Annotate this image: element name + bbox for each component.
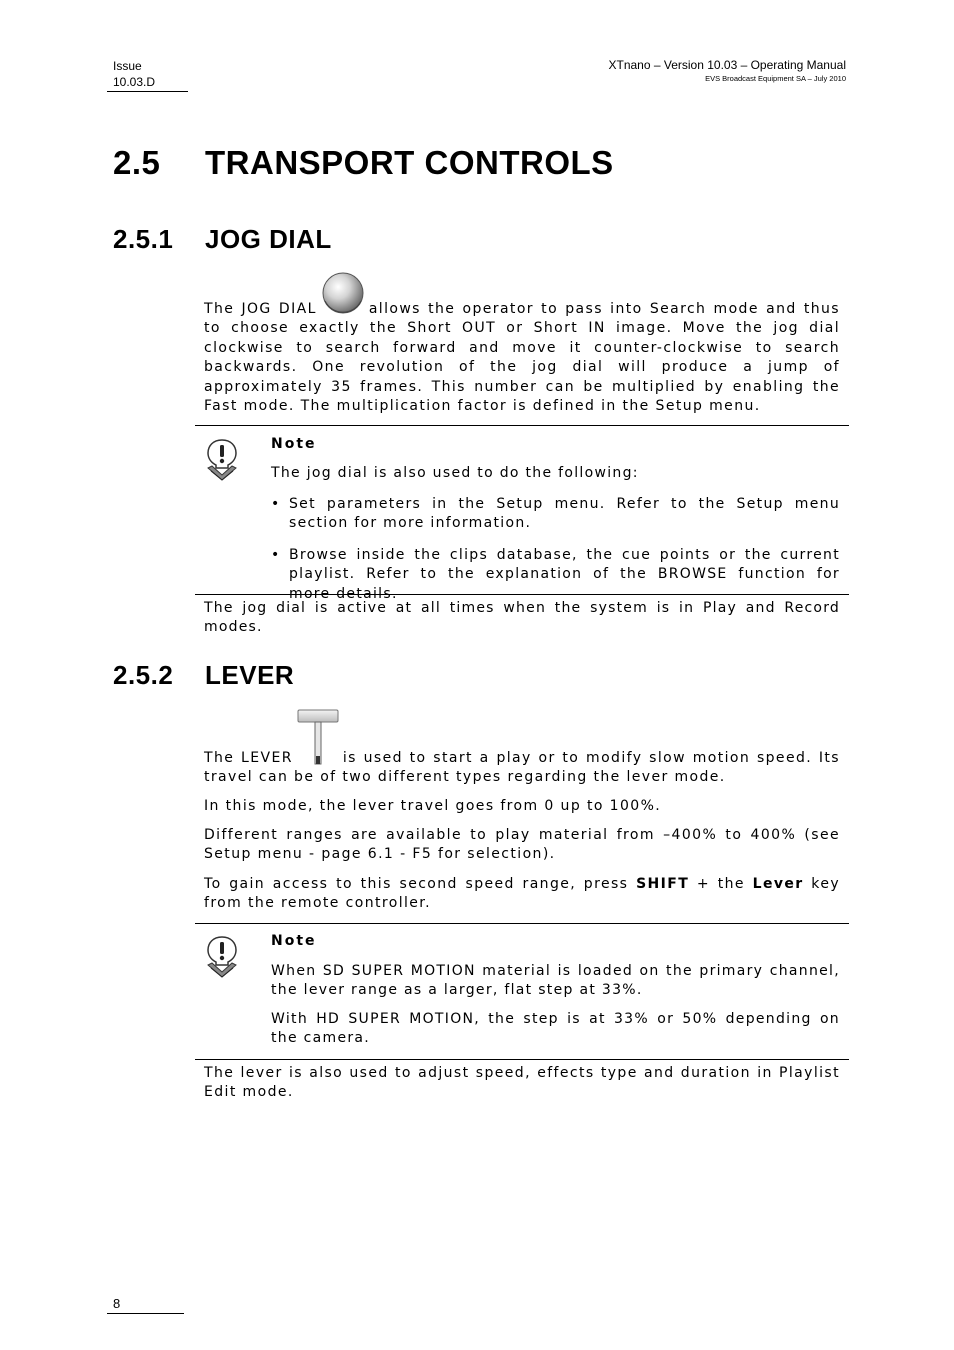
header-title-block [609, 57, 847, 84]
jog-intro-end: allows the operator to pass into Search mode and thus to choose exactly the Short OUT or Short IN image. Move the jog dial clockwise to search forward and move it counter-clockwise to search backwards. One revolution of the jog dial will produce a jump of approximately 35 frames. This number can be multiplied by enabling the Fast mode. The multiplication factor is defined in the Setup menu. [204, 301, 841, 415]
lever-note-p2: With HD SUPER MOTION, the step is at 33% or 50% depending on the camera. [271, 1011, 840, 1047]
page-number: 8 [113, 1296, 121, 1311]
jog-after-note: The jog dial is active at all times when the system is in Play and Record modes. [204, 600, 840, 636]
lever-p3: Different ranges are available to play material from –400% to 400% (see Setup menu - page 6.1 - F5 for selection). [204, 827, 840, 863]
key-shift: SHIFT [636, 876, 690, 892]
lever-title: LEVER [205, 660, 295, 690]
header-issue [113, 58, 155, 90]
section-heading [113, 142, 614, 184]
jog-note-bullet: • Set parameters in the Setup menu. Refer to the Setup menu section for more information. [271, 496, 840, 532]
jog-dial-icon [321, 271, 365, 315]
lever-p2: In this mode, the lever travel goes from 0 up to 100%. [204, 798, 662, 814]
jog-heading [113, 222, 332, 256]
lever-note-title: Note [271, 933, 317, 949]
header-divider [107, 91, 188, 92]
note-exclamation-icon [204, 935, 240, 979]
lever-number: 2.5.2 [113, 660, 174, 690]
manual-title: XTnano – Version 10.03 – Operating Manual [608, 58, 846, 72]
lever-note-p1: When SD SUPER MOTION material is loaded on the primary channel, the lever range as a larger, flat step at 33%. [271, 963, 840, 999]
jog-note-title: Note [271, 436, 317, 452]
issue-number: 10.03.D [113, 75, 156, 89]
lever-intro [204, 749, 840, 788]
footer-divider [107, 1313, 184, 1314]
note-rule-bottom [195, 594, 849, 595]
lever-p4: To gain access to this second speed range, press SHIFT + the Lever key from the remote controller. [204, 876, 841, 912]
note-rule-top [195, 425, 849, 426]
lever-after-note: The lever is also used to adjust speed, effects type and duration in Playlist Edit mode. [204, 1065, 840, 1101]
key-lever: Lever [752, 876, 804, 892]
jog-note-bullet: • Browse inside the clips database, the cue points or the current playlist. Refer to the explanation of the BROWSE function for more details. [271, 547, 840, 602]
company-line: EVS Broadcast Equipment SA – July 2010 [705, 74, 846, 83]
section-number: 2.5 [113, 144, 161, 181]
lever-intro-start: The LEVER [204, 750, 293, 766]
lever-intro-end: is used to start a play or to modify slow motion speed. Its travel can be of two different types regarding the lever mode. [204, 750, 840, 786]
jog-intro-start: The JOG DIAL [204, 301, 317, 317]
jog-number: 2.5.1 [113, 224, 174, 254]
jog-intro [204, 300, 840, 416]
note-rule-bottom [195, 1059, 849, 1060]
section-title: TRANSPORT CONTROLS [205, 144, 614, 181]
note-rule-top [195, 923, 849, 924]
issue-label: Issue [113, 59, 142, 73]
jog-note-text: The jog dial is also used to do the following: [271, 465, 639, 481]
note-exclamation-icon [204, 438, 240, 482]
lever-heading [113, 658, 294, 692]
jog-title: JOG DIAL [205, 224, 332, 254]
